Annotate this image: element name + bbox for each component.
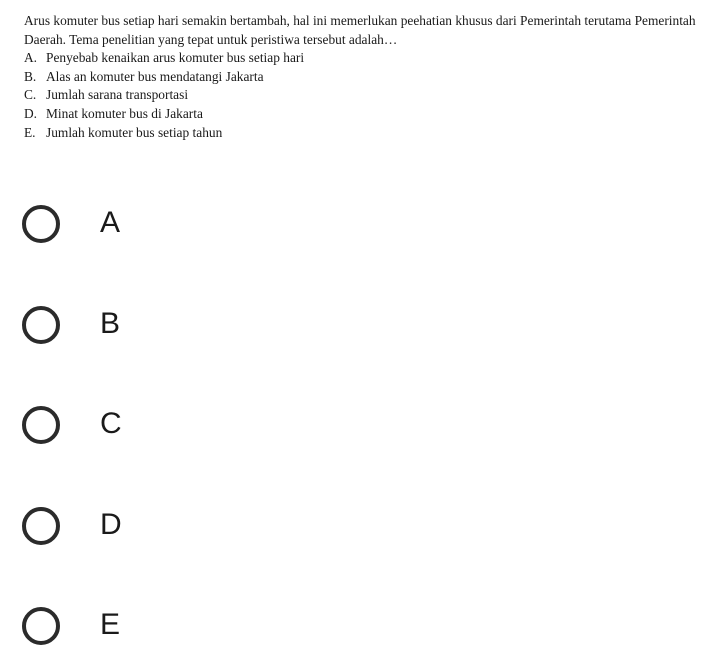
answer-label[interactable]: E	[100, 608, 121, 641]
option-letter: D.	[24, 105, 38, 121]
radio-button-icon[interactable]	[22, 507, 60, 545]
radio-button-icon[interactable]	[22, 306, 60, 344]
option-text: Penyebab kenaikan arus komuter bus setiap hari	[46, 50, 305, 66]
answer-label[interactable]: B	[100, 307, 121, 340]
option-letter: B.	[24, 68, 37, 84]
radio-button-icon[interactable]	[22, 406, 60, 444]
answer-label[interactable]: D	[100, 508, 122, 541]
question-text: Arus komuter bus setiap hari semakin bertambah, hal ini memerlukan peehatian khusus dari Pemerintah terutama Pemerintah Daerah. Tema penelitian yang tepat untuk peristiwa tersebut adalah…	[24, 13, 696, 47]
answer-choice-c[interactable]	[20, 406, 320, 458]
option-text: Alas an komuter bus mendatangi Jakarta	[46, 68, 264, 84]
answer-choice-e[interactable]	[20, 607, 320, 659]
answer-choice-a[interactable]	[20, 205, 320, 257]
answer-label[interactable]: A	[100, 206, 121, 239]
option-letter: E.	[24, 124, 36, 140]
answer-label[interactable]: C	[100, 407, 122, 440]
option-text: Minat komuter bus di Jakarta	[46, 105, 203, 121]
radio-button-icon[interactable]	[22, 205, 60, 243]
radio-button-icon[interactable]	[22, 607, 60, 645]
answer-choice-b[interactable]	[20, 306, 320, 358]
option-text: Jumlah komuter bus setiap tahun	[46, 124, 223, 140]
answer-choice-d[interactable]	[20, 507, 320, 559]
option-letter: A.	[24, 50, 38, 66]
option-text: Jumlah sarana transportasi	[46, 87, 189, 103]
option-letter: C.	[24, 87, 37, 103]
